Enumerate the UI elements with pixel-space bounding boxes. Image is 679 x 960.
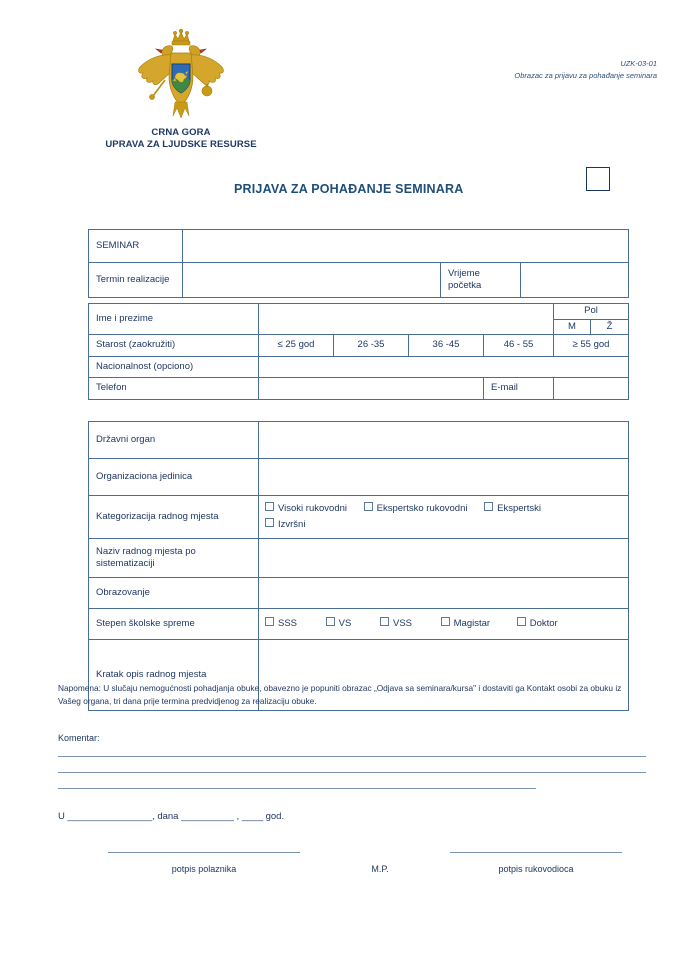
pol-m-cell[interactable]: M [554, 319, 591, 335]
stepen-label: Stepen školske spreme [89, 609, 259, 640]
name-value-field[interactable] [259, 304, 554, 335]
participant-signature-label: potpis polaznika [171, 864, 237, 874]
work-table [88, 421, 629, 711]
table-row [89, 496, 629, 539]
jedinica-value-field[interactable] [259, 459, 629, 496]
checkbox-icon[interactable] [441, 617, 450, 626]
option-label: SSS [278, 618, 298, 630]
organ-label: Državni organ [89, 422, 259, 459]
comment-line-3[interactable] [58, 788, 536, 789]
table-row [89, 356, 629, 378]
option-label: Ekspertski [497, 503, 541, 514]
pol-header: Pol [554, 304, 629, 320]
table-row [89, 609, 629, 640]
table-row [89, 304, 629, 320]
doc-code: UZK-03-01 [620, 59, 657, 68]
checkbox-icon[interactable] [265, 617, 274, 626]
checkbox-icon[interactable] [364, 502, 373, 511]
doc-subtitle: Obrazac za prijavu za pohađanje seminara [514, 71, 657, 80]
checkbox-icon[interactable] [484, 502, 493, 511]
termin-label: Termin realizacije [89, 263, 183, 298]
telefon-value-field[interactable] [259, 378, 484, 400]
checkbox-icon[interactable] [265, 502, 274, 511]
table-row [89, 422, 629, 459]
stamp-label: M.P. [371, 864, 389, 874]
table-row [89, 335, 629, 357]
kategorizacija-row-1 [265, 501, 622, 517]
vrijeme-label: Vrijeme početka [441, 263, 521, 298]
checkbox-vss[interactable] [380, 617, 412, 631]
age-range-4[interactable]: ≥ 55 god [554, 335, 629, 357]
document-header [0, 0, 679, 155]
manager-signature-label: potpis rukovodioca [498, 864, 574, 874]
participant-signature-line[interactable] [108, 852, 300, 853]
starost-label: Starost (zaokružiti) [89, 335, 259, 357]
checkbox-izvrsni[interactable] [265, 517, 305, 533]
organ-value-field[interactable] [259, 422, 629, 459]
checkbox-icon[interactable] [326, 617, 335, 626]
top-right-checkbox[interactable] [586, 167, 610, 191]
note-text: Napomena: U slučaju nemogućnosti pohadjanja obuke, obavezno je popuniti obrazac „Odjava sa seminara/kursa" i dostaviti ga Kontakt osobi za obuku iz Vašeg organa, tri dana prije termina predvidjenog za realizaciju obuke. [58, 683, 622, 706]
option-label: Doktor [529, 618, 558, 630]
jedinica-label: Organizaciona jedinica [89, 459, 259, 496]
kategorizacija-row-2 [265, 517, 622, 533]
table-row [89, 263, 629, 298]
comment-label: Komentar: [58, 733, 100, 743]
manager-signature-line[interactable] [450, 852, 622, 853]
termin-value-field[interactable] [183, 263, 441, 298]
email-label: E-mail [484, 378, 554, 400]
table-row [89, 578, 629, 609]
checkbox-magistar[interactable] [441, 617, 490, 631]
option-label: Magistar [453, 618, 491, 630]
signature-area [0, 852, 679, 892]
obrazovanje-value-field[interactable] [259, 578, 629, 609]
table-row [89, 539, 629, 578]
montenegro-coat-of-arms-icon [96, 28, 266, 123]
checkbox-sss[interactable] [265, 617, 297, 631]
comment-line-2[interactable] [58, 772, 646, 773]
checkbox-ekspertsko-rukovodni[interactable] [364, 501, 468, 517]
crest-caption [96, 127, 266, 151]
table-row [89, 459, 629, 496]
checkbox-icon[interactable] [380, 617, 389, 626]
document-code-block [514, 58, 657, 82]
kategorizacija-label: Kategorizacija radnog mjesta [89, 496, 259, 539]
checkbox-ekspertski[interactable] [484, 501, 541, 517]
name-label: Ime i prezime [89, 304, 259, 335]
age-range-3[interactable]: 46 - 55 [484, 335, 554, 357]
stepen-options [259, 609, 629, 640]
person-table [88, 303, 629, 400]
naziv-label: Naziv radnog mjesta po sistematizaciji [89, 539, 259, 578]
country-line: CRNA GORA [151, 127, 211, 138]
email-value-field[interactable] [554, 378, 629, 400]
seminar-value-field[interactable] [183, 230, 629, 263]
option-label: Ekspertsko rukovodni [376, 503, 468, 514]
crest-block [96, 28, 266, 151]
agency-line: UPRAVA ZA LJUDSKE RESURSE [105, 139, 257, 150]
title-row [0, 182, 679, 212]
nacionalnost-value-field[interactable] [259, 356, 629, 378]
comment-line-1[interactable] [58, 756, 646, 757]
vrijeme-value-field[interactable] [521, 263, 629, 298]
table-row [89, 378, 629, 400]
age-range-1[interactable]: 26 -35 [334, 335, 409, 357]
naziv-value-field[interactable] [259, 539, 629, 578]
kategorizacija-options [259, 496, 629, 539]
age-range-0[interactable]: ≤ 25 god [259, 335, 334, 357]
checkbox-icon[interactable] [265, 518, 274, 527]
checkbox-visoki-rukovodni[interactable] [265, 501, 347, 517]
checkbox-icon[interactable] [517, 617, 526, 626]
option-label: VSS [392, 618, 412, 630]
option-label: Izvršni [278, 519, 306, 530]
opis-label: Kratak opis radnog mjesta [89, 640, 259, 711]
seminar-table [88, 229, 629, 298]
telefon-label: Telefon [89, 378, 259, 400]
seminar-label: SEMINAR [89, 230, 183, 263]
checkbox-doktor[interactable] [517, 617, 558, 631]
table-row [89, 230, 629, 263]
obrazovanje-label: Obrazovanje [89, 578, 259, 609]
pol-z-cell[interactable]: Ž [591, 319, 629, 335]
place-date-line[interactable]: U ________________, dana __________ , ____ god. [58, 811, 285, 822]
checkbox-vs[interactable] [326, 617, 352, 631]
option-label: Visoki rukovodni [278, 503, 348, 514]
option-label: VS [338, 618, 352, 630]
age-range-2[interactable]: 36 -45 [409, 335, 484, 357]
page-title: PRIJAVA ZA POHAĐANJE SEMINARA [234, 182, 464, 196]
nacionalnost-label: Nacionalnost (opciono) [89, 356, 259, 378]
